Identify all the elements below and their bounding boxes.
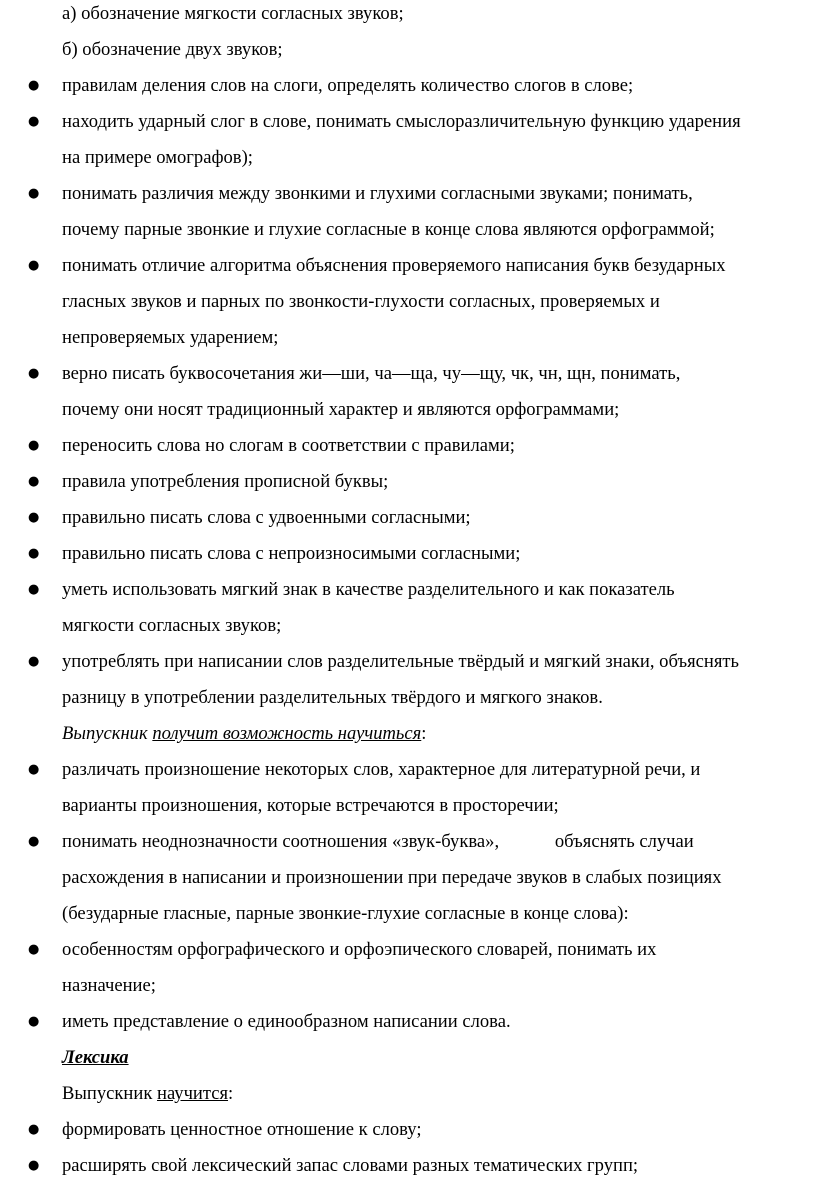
bullet-icon: ● (28, 186, 40, 201)
bullet-icon: ● (28, 366, 40, 381)
bullet-icon: ● (28, 438, 40, 453)
document-page: а) обозначение мягкости согласных звуков; б) обозначение двух звуков; ● правилам деления слов на слоги, определять количество слогов в слове; ● находить ударный слог в слове, понимать смыслоразличительную функцию ударения на примере омографов); ● понимать различия между звонкими и глухими согласными звуками; понимать, почему парные звонкие и глухие согласные в конце слова являются орфограммой; ● понимать отличие алгоритма объяснения проверяемого написания букв безударных гласных звуков и парных по звонкости-глухости согласных, проверяемых и непроверяемых ударением; ● верно писать буквосочетания жи—ши, ча—ща, чу—щу, чк, чн, щн, понимать, почему они носят традиционный характер и являются орфограммами; ● переносить слова но слогам в соответствии с правилами; ● правила употребления прописной буквы; ● правильно писать слова с удвоенными согласными; ● правильно писать слова с непроизносимыми согласными; ● уметь использовать мягкий знак в качестве разделительного и как показатель мягкости согласных звуков; ● употреблять при написании слов разделительные твёрдый и мягкий знаки, объяснять разницу в употреблении разделительных твёрдого и мягкого знаков. Выпускник получит возможность научиться: ● различать произношение некоторых слов, характерное для литературной речи, и варианты произношения, которые встречаются в просторечии; ● понимать неоднозначности соотношения «звук-буква», объяснять случаи расхождения в написании и произношении при передаче звуков в слабых позициях (безударные гласные, парные звонкие-глухие согласные в конце слова): ● особенностям орфографического и орфоэпического словарей, понимать их назначение; ● иметь представление о единообразном написании слова. Лексика Выпускник научится: ● формировать ценностное отношение к слову; ● расширять свой лексический запас словами разных тематических групп; (28, 3, 741, 1176)
graduate-learns-line: Выпускник научится: (62, 1083, 234, 1104)
bullet-icon: ● (28, 1122, 40, 1137)
sub-item-b: б) обозначение двух звуков; (62, 39, 283, 60)
bullet-icon: ● (28, 510, 40, 525)
bullet-icon: ● (28, 78, 40, 93)
bullet-icon: ● (28, 258, 40, 273)
bullet-icon: ● (28, 582, 40, 597)
section-heading: Лексика (62, 1047, 129, 1068)
bullet-icon: ● (28, 654, 40, 669)
bullet-icon: ● (28, 474, 40, 489)
bullet-icon: ● (28, 762, 40, 777)
bullet-icon: ● (28, 114, 40, 129)
bullet-icon: ● (28, 546, 40, 561)
bullet-icon: ● (28, 1158, 40, 1173)
bullet-icon: ● (28, 834, 40, 849)
bullet-icon: ● (28, 942, 40, 957)
sub-item-a: а) обозначение мягкости согласных звуков; (62, 3, 404, 24)
graduate-opportunity-line: Выпускник получит возможность научиться: (62, 723, 427, 744)
bullet-icon: ● (28, 1014, 40, 1029)
